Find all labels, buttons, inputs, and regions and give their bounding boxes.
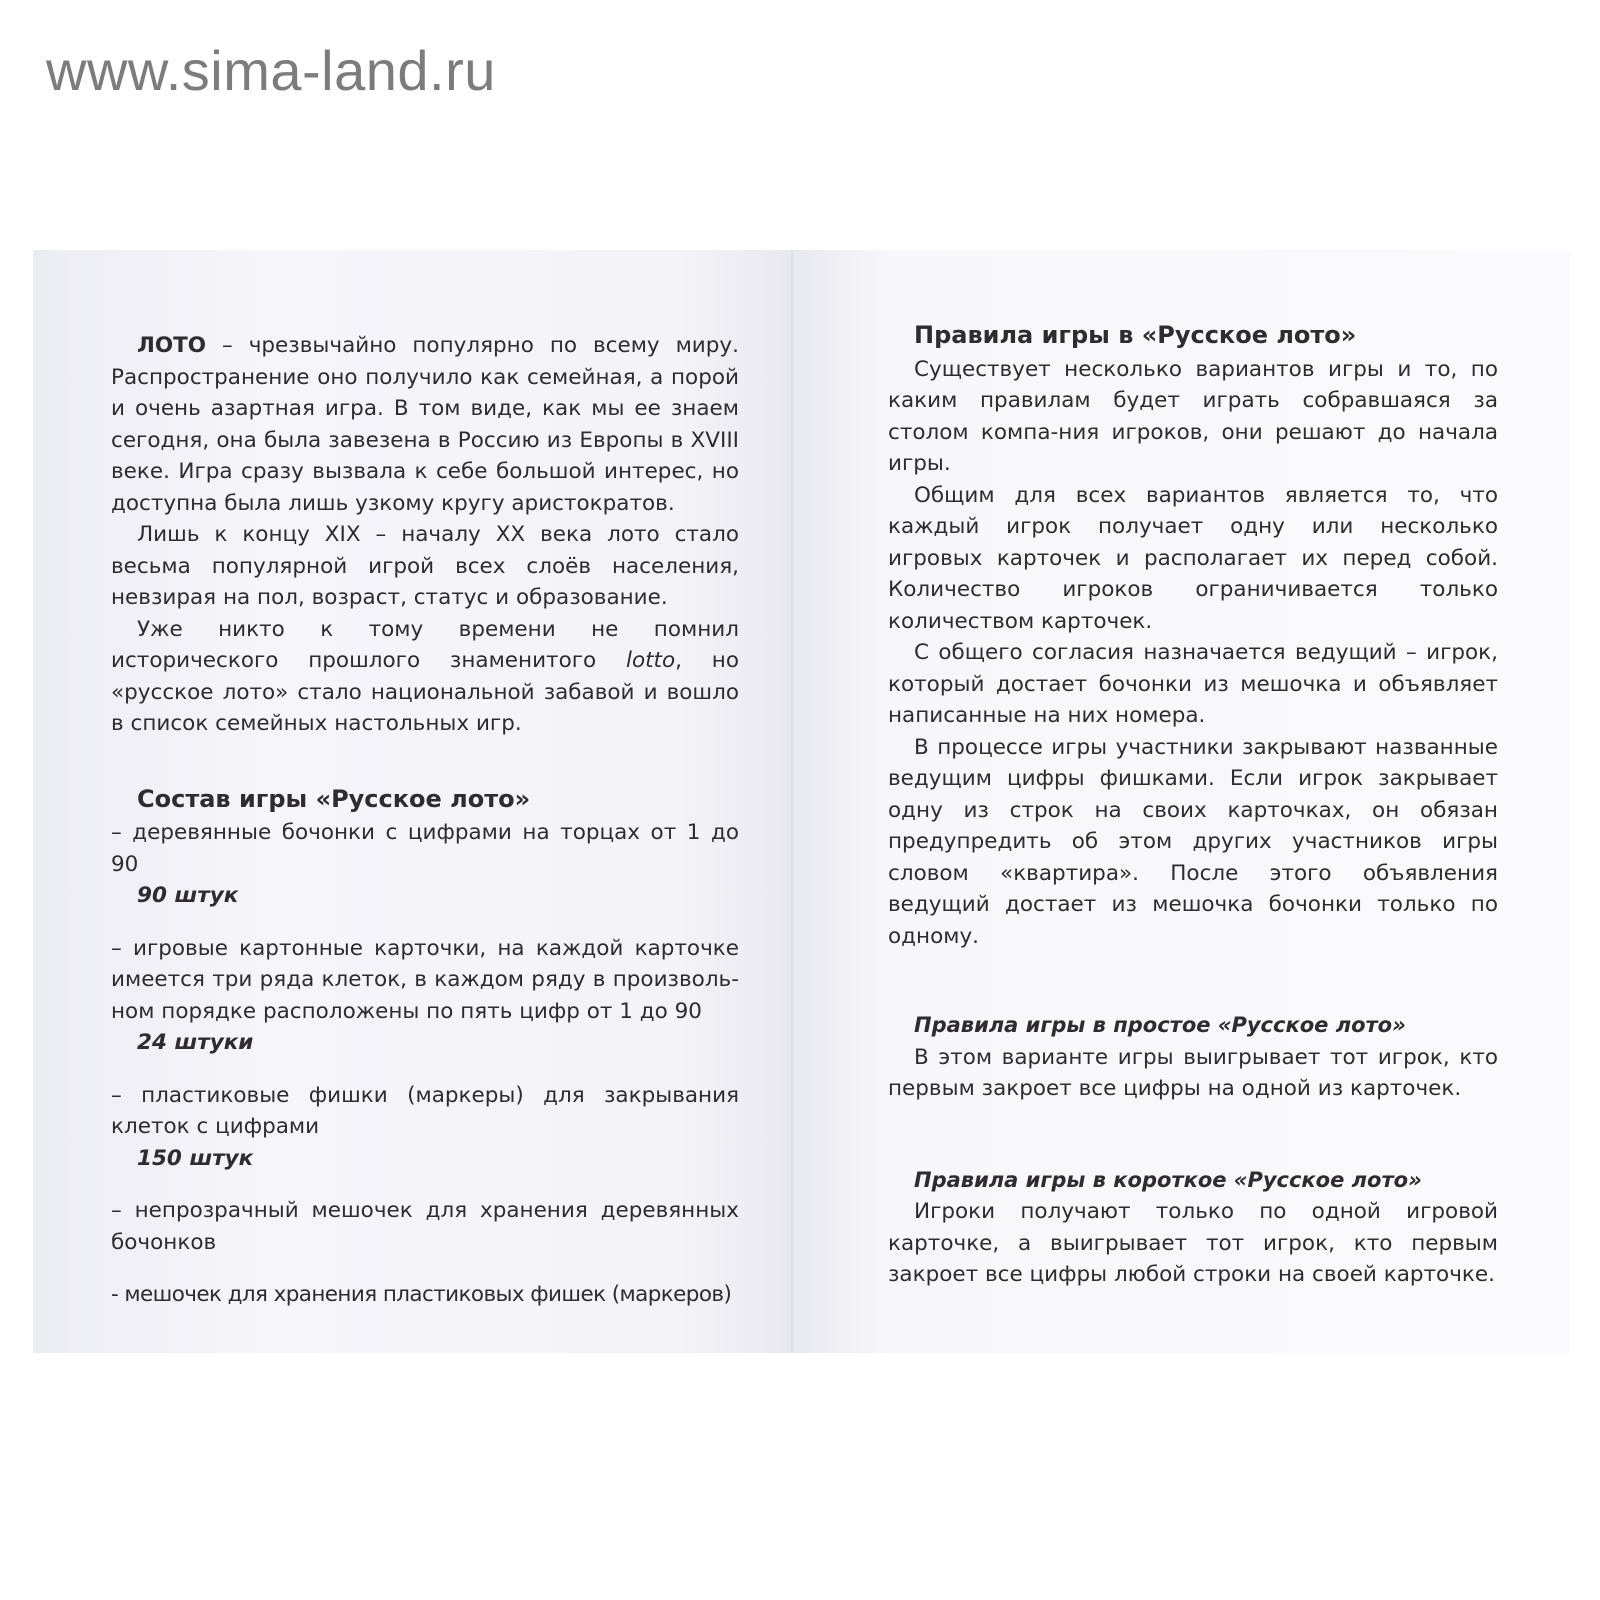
rules-paragraph: С общего согласия назначается ведущий – игрок, который достает бочонки из мешочка и объявляет написанные на них номера. — [888, 640, 1498, 728]
lotto-text-start: Уже никто к тому времени не помнил исторического прошлого знаменитого — [111, 616, 739, 673]
lotto-italic-word: lotto — [625, 648, 676, 673]
rules-paragraph: Общим для всех вариантов является то, что каждый игрок получает одну или несколько игровых карточек и располагает их перед собой. Количество игроков ограничивается только количеством карточек. — [888, 482, 1498, 634]
rules-heading: Правила игры в «Русское лото» — [914, 321, 1357, 349]
short-rules-text: Игроки получают только по одной игровой карточке, а выигрывает тот игрок, кто первым закроет все цифры любой строки на своей карточке. — [888, 1199, 1498, 1287]
item-quantity: 24 штуки — [137, 1030, 254, 1055]
contents-item-cards — [111, 933, 739, 1059]
contents-item-barrels — [111, 817, 739, 912]
right-page — [798, 250, 1570, 1353]
contents-item-chip-bag — [111, 1279, 739, 1311]
item-text: – деревянные бочонки с цифрами на торцах от 1 до 90 — [111, 820, 739, 877]
item-quantity: 90 штук — [137, 883, 239, 908]
item-text: – игровые картонные карточки, на каждой карточке имеется три ряда клеток, в каждом ряду в произволь-ном порядке расположены по пять цифр от 1 до 90 — [111, 935, 739, 1024]
intro-text: – чрезвычайно популярно по всему миру. Распространение оно получило как семейная, а порой и очень азартная игра. В том виде, как мы ее знаем сегодня, она была завезена в Россию из Европы в XVIII веке. Игра сразу вызвала к себе большой интерес, но доступна была лишь узкому кругу аристократов. — [111, 333, 739, 516]
contents-item-bag — [111, 1195, 739, 1258]
left-page — [33, 250, 793, 1353]
lotto-paragraph — [111, 614, 739, 740]
item-text: – непрозрачный мешочек для хранения деревянных бочонков — [111, 1198, 739, 1255]
intro-title: ЛОТО — [137, 333, 207, 358]
simple-rules-text: В этом варианте игры выигрывает тот игрок, кто первым закроет все цифры на одной из карточек. — [888, 1044, 1498, 1101]
rules-paragraph: В процессе игры участники закрывают названные ведущим цифры фишками. Если игрок закрывает одну из строк на своих карточках, он обязан предупредить об этом других участников игры словом «квартира». После этого объявления ведущий достает из мешочка бочонки только по одному. — [888, 734, 1498, 949]
item-text: - мешочек для хранения пластиковых фишек (маркеров) — [111, 1282, 732, 1307]
history-paragraph: Лишь к концу XIX – началу XX века лото стало весьма популярной игрой всех слоёв населения, невзирая на пол, возраст, статус и образование. — [111, 522, 739, 610]
lotto-text-end: , но «русское лото» стало национальной забавой и вошло в список семейных настольных игр. — [111, 648, 739, 736]
booklet-spread — [33, 250, 1570, 1353]
contents-heading: Состав игры «Русское лото» — [137, 784, 531, 813]
rules-paragraph: Существует несколько вариантов игры и то, по каким правилам будет играть собравшаяся за столом компа-ния игроков, они решают до начала игры. — [888, 356, 1498, 476]
site-watermark: www.sima-land.ru — [46, 39, 496, 102]
contents-item-chips — [111, 1080, 739, 1175]
short-rules-heading: Правила игры в короткое «Русское лото» — [914, 1167, 1422, 1192]
simple-rules-heading: Правила игры в простое «Русское лото» — [914, 1013, 1406, 1037]
item-text: – пластиковые фишки (маркеры) для закрывания клеток с цифрами — [111, 1082, 739, 1139]
item-quantity: 150 штук — [137, 1145, 254, 1171]
intro-paragraph — [111, 330, 739, 519]
